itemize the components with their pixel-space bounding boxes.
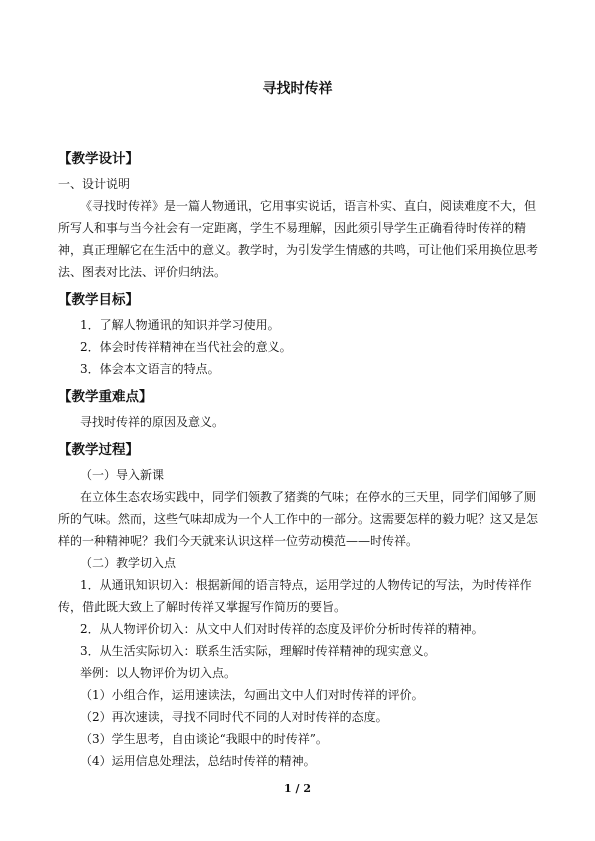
entry-point-line: 传，借此既大致上了解时传祥又掌握写作简历的要旨。: [58, 600, 347, 614]
page-number: 1 / 2: [284, 782, 311, 795]
step-item: （3）学生思考，自由谈论“我眼中的时传祥”。: [80, 732, 328, 746]
paragraph-line: 法、图表对比法、评价归纳法。: [58, 265, 227, 279]
paragraph-line: 所写人和事与当今社会有一定距离，学生不易理解，因此须引导学生正确看待时传祥的精: [58, 221, 527, 235]
goal-item: 2．体会时传祥精神在当代社会的意义。: [80, 340, 292, 354]
entry-point-line: 1．从通讯知识切入：根据新闻的语言特点，运用学过的人物传记的写法，为时传祥作: [80, 578, 532, 592]
entry-point-line: 3．从生活实际切入：联系生活实际，理解时传祥精神的现实意义。: [80, 644, 436, 658]
paragraph-line: 神，真正理解它在生活中的意义。教学时，为引发学生情感的共鸣，可让他们采用换位思考: [58, 243, 539, 257]
sub-heading-entry-points: （二）教学切入点: [80, 556, 177, 570]
document-title: 寻找时传祥: [262, 81, 333, 97]
goal-item: 1．了解人物通讯的知识并学习使用。: [80, 318, 280, 332]
step-item: （4）运用信息处理法，总结时传祥的精神。: [80, 754, 316, 768]
step-item: （1）小组合作，运用速读法，勾画出文中人们对时传祥的评价。: [80, 688, 424, 702]
key-points-text: 寻找时传祥的原因及意义。: [80, 415, 225, 429]
heading-teaching-goals: 【教学目标】: [58, 292, 139, 308]
sub-heading-design-notes: 一、设计说明: [58, 177, 131, 191]
goal-item: 3．体会本文语言的特点。: [80, 362, 220, 376]
heading-key-points: 【教学重难点】: [58, 389, 153, 405]
sub-heading-intro: （一）导入新课: [80, 468, 165, 482]
entry-point-line: 2．从人物评价切入：从文中人们对时传祥的态度及评价分析时传祥的精神。: [80, 622, 484, 636]
paragraph-line: 所的气味。然而，这些气味却成为一个人工作中的一部分。这需要怎样的毅力呢？这又是怎: [58, 512, 539, 526]
paragraph-line: 《寻找时传祥》是一篇人物通讯，它用事实说话，语言朴实、直白，阅读难度不大，但: [80, 199, 537, 213]
paragraph-line: 在立体生态农场实践中，同学们领教了猪粪的气味；在停水的三天里，同学们闻够了厕: [80, 490, 537, 504]
heading-teaching-process: 【教学过程】: [58, 442, 139, 458]
step-item: （2）再次速读，寻找不同时代不同的人对时传祥的态度。: [80, 710, 388, 724]
heading-teaching-design: 【教学设计】: [58, 151, 139, 167]
paragraph-line: 样的一种精神呢？我们今天就来认识这样一位劳动模范——时传祥。: [58, 534, 419, 548]
example-line: 举例：以人物评价为切入点。: [80, 666, 237, 680]
